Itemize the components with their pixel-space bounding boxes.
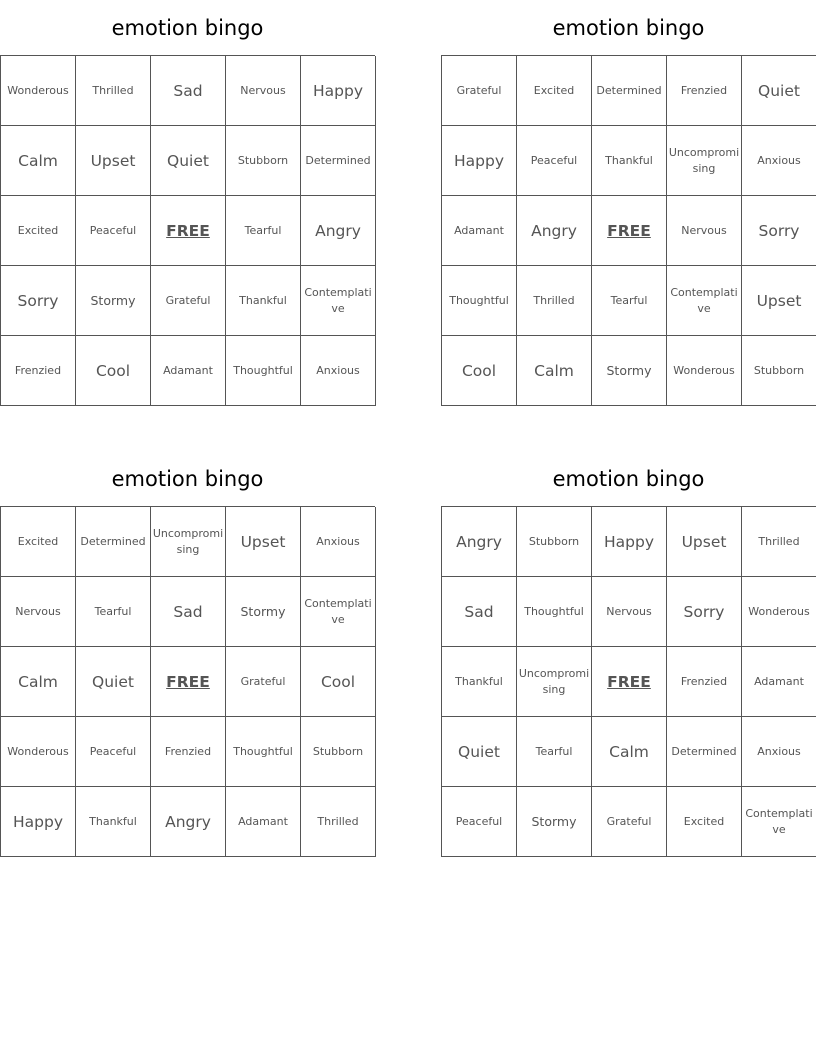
bingo-cell: Sad [442, 577, 517, 647]
bingo-cell: Thankful [442, 647, 517, 717]
free-space-cell: FREE [151, 647, 226, 717]
bingo-cell: Calm [592, 717, 667, 787]
bingo-card-3 [0, 451, 375, 857]
bingo-cell: Upset [742, 266, 816, 336]
bingo-cell: Calm [1, 647, 76, 717]
bingo-cell: Determined [301, 126, 376, 196]
bingo-cell: Peaceful [442, 787, 517, 857]
bingo-cell: Quiet [442, 717, 517, 787]
bingo-cell: Grateful [442, 56, 517, 126]
bingo-cell: Happy [301, 56, 376, 126]
free-space-cell: FREE [592, 647, 667, 717]
bingo-grid [0, 55, 375, 406]
bingo-cell: Determined [592, 56, 667, 126]
bingo-cell: Grateful [151, 266, 226, 336]
bingo-cell: Thoughtful [517, 577, 592, 647]
bingo-cell: Angry [517, 196, 592, 266]
bingo-cell: Uncompromising [151, 507, 226, 577]
bingo-cell: Anxious [742, 717, 816, 787]
bingo-cell: Nervous [226, 56, 301, 126]
bingo-cell: Angry [151, 787, 226, 857]
bingo-cell: Sorry [1, 266, 76, 336]
bingo-cell: Quiet [76, 647, 151, 717]
bingo-cell: Nervous [592, 577, 667, 647]
bingo-grid [441, 506, 816, 857]
bingo-cell: Tearful [592, 266, 667, 336]
bingo-cell: Wonderous [667, 336, 742, 406]
card-title: emotion bingo [111, 467, 264, 491]
card-title: emotion bingo [552, 467, 705, 491]
bingo-cell: Uncompromising [517, 647, 592, 717]
bingo-cell: Adamant [442, 196, 517, 266]
bingo-cell: Peaceful [517, 126, 592, 196]
bingo-cell: Stormy [76, 266, 151, 336]
bingo-cell: Sorry [667, 577, 742, 647]
bingo-cell: Excited [517, 56, 592, 126]
bingo-cell: Quiet [151, 126, 226, 196]
bingo-cell: Upset [76, 126, 151, 196]
bingo-cell: Contemplative [742, 787, 816, 857]
bingo-cell: Happy [442, 126, 517, 196]
bingo-cell: Happy [592, 507, 667, 577]
bingo-cell: Tearful [226, 196, 301, 266]
bingo-cell: Thrilled [517, 266, 592, 336]
bingo-cell: Thoughtful [226, 336, 301, 406]
bingo-cell: Upset [667, 507, 742, 577]
bingo-cell: Determined [76, 507, 151, 577]
bingo-cell: Thrilled [301, 787, 376, 857]
bingo-cell: Calm [517, 336, 592, 406]
free-space-cell: FREE [592, 196, 667, 266]
bingo-cell: Excited [667, 787, 742, 857]
bingo-cell: Angry [442, 507, 517, 577]
bingo-cell: Contemplative [667, 266, 742, 336]
bingo-cell: Upset [226, 507, 301, 577]
bingo-cell: Adamant [151, 336, 226, 406]
bingo-cell: Sorry [742, 196, 816, 266]
bingo-cell: Thankful [226, 266, 301, 336]
bingo-cell: Tearful [76, 577, 151, 647]
bingo-grid [441, 55, 816, 406]
card-title: emotion bingo [111, 16, 264, 40]
bingo-cell: Excited [1, 507, 76, 577]
bingo-cell: Frenzied [151, 717, 226, 787]
bingo-card-4 [441, 451, 816, 857]
bingo-cell: Stormy [592, 336, 667, 406]
bingo-cell: Thankful [592, 126, 667, 196]
bingo-cell: Stubborn [517, 507, 592, 577]
bingo-cell: Peaceful [76, 196, 151, 266]
bingo-cell: Wonderous [1, 56, 76, 126]
bingo-cell: Stormy [517, 787, 592, 857]
bingo-cell: Thrilled [742, 507, 816, 577]
bingo-cell: Cool [76, 336, 151, 406]
bingo-cell: Thoughtful [226, 717, 301, 787]
bingo-cell: Adamant [226, 787, 301, 857]
bingo-card-2 [441, 0, 816, 406]
bingo-cell: Wonderous [1, 717, 76, 787]
bingo-cell: Nervous [1, 577, 76, 647]
bingo-cell: Uncompromising [667, 126, 742, 196]
bingo-cell: Contemplative [301, 577, 376, 647]
bingo-cell: Frenzied [1, 336, 76, 406]
bingo-cell: Thrilled [76, 56, 151, 126]
bingo-cell: Determined [667, 717, 742, 787]
free-space-cell: FREE [151, 196, 226, 266]
bingo-cell: Stubborn [226, 126, 301, 196]
bingo-cell: Nervous [667, 196, 742, 266]
card-title: emotion bingo [552, 16, 705, 40]
bingo-cell: Quiet [742, 56, 816, 126]
bingo-cell: Frenzied [667, 56, 742, 126]
bingo-cell: Thoughtful [442, 266, 517, 336]
bingo-cell: Peaceful [76, 717, 151, 787]
bingo-grid [0, 506, 375, 857]
bingo-cell: Thankful [76, 787, 151, 857]
bingo-cell: Stormy [226, 577, 301, 647]
bingo-cell: Anxious [301, 507, 376, 577]
bingo-cell: Cool [301, 647, 376, 717]
bingo-cell: Stubborn [301, 717, 376, 787]
bingo-cell: Grateful [226, 647, 301, 717]
bingo-cell: Contemplative [301, 266, 376, 336]
bingo-cell: Anxious [301, 336, 376, 406]
bingo-cell: Stubborn [742, 336, 816, 406]
bingo-card-1 [0, 0, 375, 406]
bingo-cell: Frenzied [667, 647, 742, 717]
bingo-cell: Happy [1, 787, 76, 857]
bingo-cell: Calm [1, 126, 76, 196]
bingo-cell: Cool [442, 336, 517, 406]
bingo-cell: Anxious [742, 126, 816, 196]
bingo-cell: Angry [301, 196, 376, 266]
bingo-cell: Sad [151, 577, 226, 647]
bingo-cell: Adamant [742, 647, 816, 717]
bingo-cell: Wonderous [742, 577, 816, 647]
bingo-cell: Sad [151, 56, 226, 126]
bingo-cell: Excited [1, 196, 76, 266]
bingo-cell: Tearful [517, 717, 592, 787]
bingo-cell: Grateful [592, 787, 667, 857]
